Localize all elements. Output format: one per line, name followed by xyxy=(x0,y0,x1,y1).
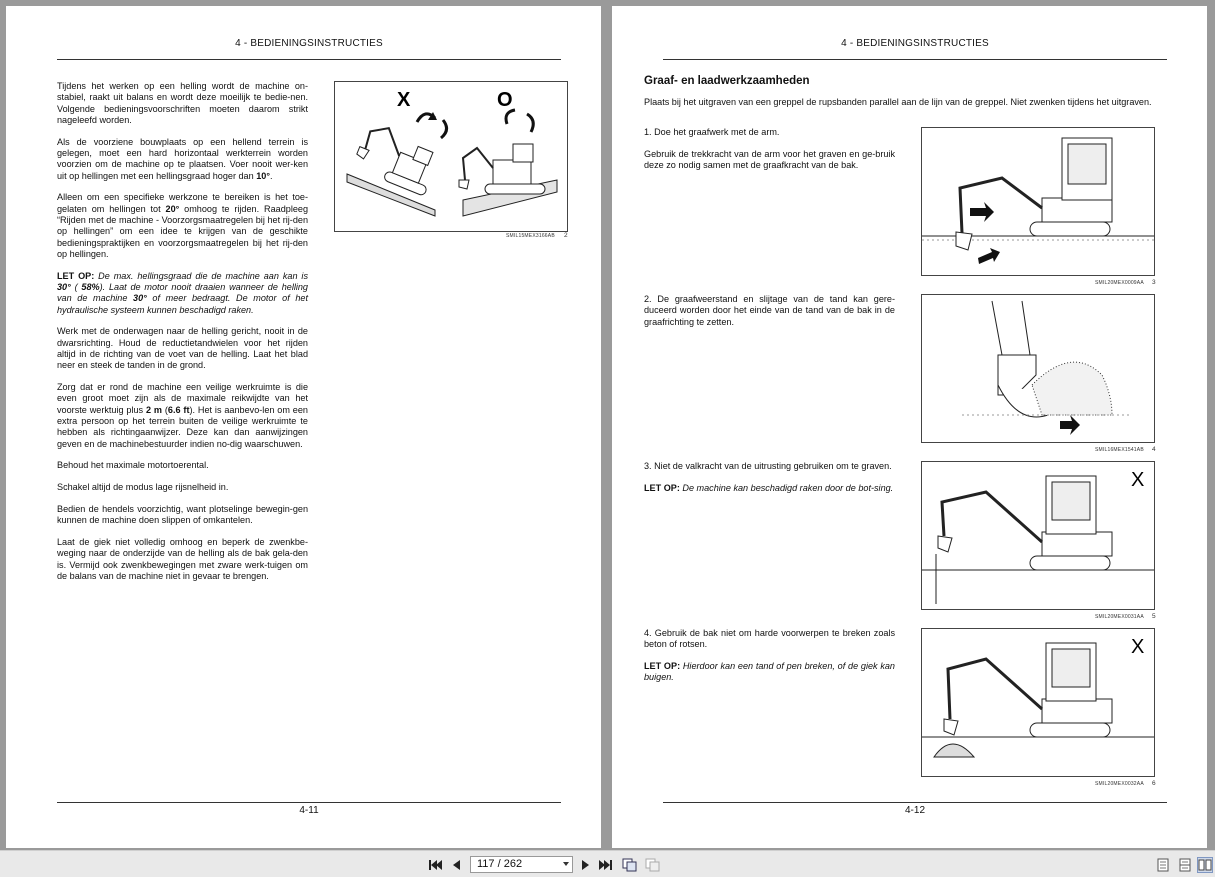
last-page-button[interactable] xyxy=(598,857,614,873)
excavator-arm-digging-illustration xyxy=(922,128,1154,275)
page-header: 4 - BEDIENINGSINSTRUCTIES xyxy=(57,38,561,60)
paragraph: Als de voorziene bouwplaats op een hellend terrein is gelegen, moet een hard horizontaal werkterrein worden voorzien om de machine op te plaatsen. Voer nooit wer-ken uit op hellingen met een hellingsgraad hoger dan 10°. xyxy=(57,136,308,181)
figure-number: 4 xyxy=(1152,446,1156,453)
excavator-breaking-illustration xyxy=(922,629,1154,776)
continuous-view-button[interactable] xyxy=(1177,857,1193,873)
prohibited-mark: X xyxy=(1131,469,1145,491)
step-3: 3. Niet de valkracht van de uitrusting gebruiken om te graven. LET OP: De machine kan beschadigd raken door de bot-sing. xyxy=(644,461,894,493)
last-page-icon xyxy=(599,859,613,871)
page-footer: 4-12 xyxy=(663,802,1167,816)
page-4-12 xyxy=(612,6,1207,848)
intro-paragraph: Plaats bij het uitgraven van een greppel de rupsbanden parallel aan de lijn van de greppel. Niet zwenken tijdens het uitgraven. xyxy=(644,97,1152,107)
first-page-button[interactable] xyxy=(427,857,443,873)
figure-no-drop-force xyxy=(921,461,1155,610)
paragraph: Behoud het maximale motortoerental. xyxy=(57,460,209,471)
figure-number: 5 xyxy=(1152,613,1156,620)
section-title: Graaf- en laadwerkzaamheden xyxy=(644,75,810,87)
slope-excavator-illustration xyxy=(335,82,567,231)
figure-caption: SMIL16MEX1541AB xyxy=(1095,447,1144,453)
excavator-drop-illustration xyxy=(922,462,1154,609)
single-page-icon xyxy=(1157,858,1169,872)
bad-mark: X xyxy=(397,89,411,111)
bucket-tooth-illustration xyxy=(922,295,1154,442)
prohibited-mark: X xyxy=(1131,636,1145,658)
page-number-input[interactable]: 117 / 262 xyxy=(470,856,573,873)
page-4-11 xyxy=(6,6,601,848)
figure-caption: SMIL15MEX3166AB xyxy=(506,233,555,239)
figure-number: 3 xyxy=(1152,279,1156,286)
warning-note: LET OP: De max. hellingsgraad die de machine aan kan is 30° ( 58%). Laat de motor nooit draaien wanneer de helling van de machine 30° of meer bedraagt. De motor of het hydraulische systeem kunnen beschadigd raken. xyxy=(57,270,308,315)
first-page-icon xyxy=(428,859,442,871)
figure-slope-excavators xyxy=(334,81,568,232)
paragraph: Laat de giek niet volledig omhoog en beperk de zwenkbe-weging naar de onderzijde van de helling als de bak gela-den is. Vermijd ook zwenkbewegingen met zware werk-tuigen om de balans van de machine niet in gevaar te brengen. xyxy=(57,537,308,581)
figure-no-breaking xyxy=(921,628,1155,777)
paste-icon xyxy=(645,858,661,872)
chevron-down-icon[interactable] xyxy=(563,862,569,866)
step-2: 2. De graafweerstand en slijtage van de tand kan gere-duceerd worden door het einde van de tand van de bak in de graafrichting te zetten. xyxy=(644,294,895,327)
warning-note: LET OP: Hierdoor kan een tand of pen breken, of de giek kan buigen. xyxy=(644,661,895,683)
previous-page-button[interactable] xyxy=(448,857,464,873)
two-page-icon xyxy=(1198,859,1212,871)
good-mark: O xyxy=(497,89,513,111)
warning-note: LET OP: De machine kan beschadigd raken door de bot-sing. xyxy=(644,482,894,493)
figure-caption: SMIL20MEX0032AA xyxy=(1095,781,1144,787)
copy-icon xyxy=(622,858,638,872)
paragraph: Zorg dat er rond de machine een veilige werkruimte is die even groot moet zijn als de maximale reikwijdte van het voorste werktuig plus 2 m (6.6 ft). Het is aanbevo-len om een extra persoon op het terrein buiten de veilige werkruimte te hebben als richtingaanwijzer. Deze kan dan aanwijzingen geven en de machinebestuurder indien no-dig waarschuwen. xyxy=(57,382,308,449)
next-page-button[interactable] xyxy=(578,857,594,873)
figure-number: 6 xyxy=(1152,780,1156,787)
paragraph: Alleen om een specifieke werkzone te bereiken is het toe-gelaten om hellingen tot 20° omhoog te rijden. Raadpleeg “Rijden met de machine - Voorzorgsmaatregelen bij het rij-den op hellingen” om een idee te krijgen van de geschikte bedieningspraktijken en voorzorgsmaatregelen bij het rij-den op hellingen. xyxy=(57,192,309,259)
figure-tooth-direction xyxy=(921,294,1155,443)
figure-number: 2 xyxy=(564,232,568,239)
figure-dig-with-arm xyxy=(921,127,1155,276)
paragraph: Werk met de onderwagen naar de helling gericht, nooit in de dwarsrichting. Houd de reductietandwielen voor het rijden altijd in de richting van de voet van de helling. Laat het blad neer en steek de tanden in de grond. xyxy=(57,326,308,371)
page-header: 4 - BEDIENINGSINSTRUCTIES xyxy=(663,38,1167,60)
paste-page-button[interactable] xyxy=(645,857,661,873)
paragraph: Tijdens het werken op een helling wordt de machine on-stabiel, raakt uit balans en wordt deze moeilijk te bedie-nen. Volgende bedieningsvoorschriften moeten daarom strikt nageleefd worden. xyxy=(57,81,308,125)
step-4: 4. Gebruik de bak niet om harde voorwerpen te breken zoals beton of rotsen. LET OP: Hierdoor kan een tand of pen breken, of de giek kan buigen. xyxy=(644,628,895,683)
figure-caption: SMIL20MEX0009AA xyxy=(1095,280,1144,286)
text-column xyxy=(57,81,308,593)
paragraph: Schakel altijd de modus lage rijsnelheid in. xyxy=(57,482,229,493)
step-1: 1. Doe het graafwerk met de arm. Gebruik de trekkracht van de arm voor het graven en ge-bruik deze zo nodig samen met de graafkracht van de bak. xyxy=(644,127,895,171)
two-page-view-button[interactable] xyxy=(1197,857,1213,873)
previous-page-icon xyxy=(451,859,461,871)
figure-caption: SMIL20MEX0031AA xyxy=(1095,614,1144,620)
next-page-icon xyxy=(581,859,591,871)
page-footer: 4-11 xyxy=(57,802,561,816)
paragraph: Bedien de hendels voorzichtig, want plotselinge bewegin-gen kunnen de machine doen slippen of omkantelen. xyxy=(57,503,308,526)
single-page-view-button[interactable] xyxy=(1155,857,1171,873)
copy-page-button[interactable] xyxy=(622,857,638,873)
continuous-page-icon xyxy=(1179,858,1191,872)
viewer-toolbar xyxy=(0,850,1215,877)
